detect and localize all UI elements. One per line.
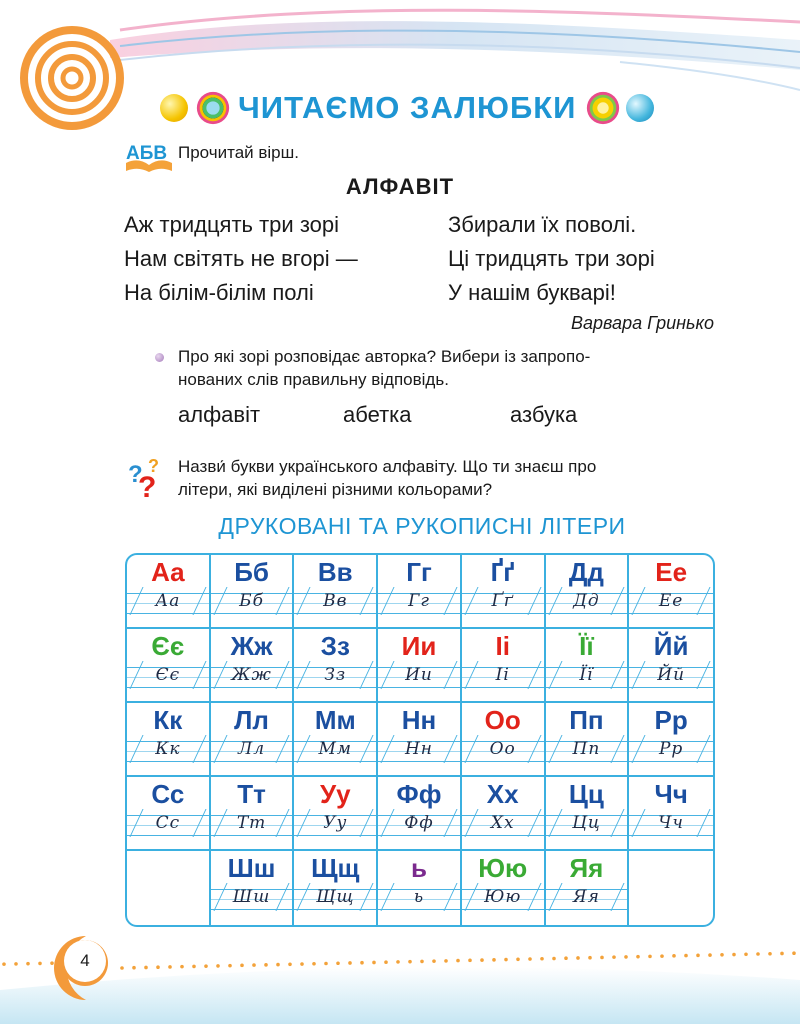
script-letter: Оо — [489, 739, 516, 759]
footer-dot — [780, 952, 784, 956]
flower-icon — [584, 89, 622, 127]
script-letter: Тт — [236, 813, 267, 833]
alphabet-cell — [294, 851, 378, 925]
alphabet-cell — [294, 629, 378, 703]
printed-letter: Нн — [401, 705, 437, 735]
printed-letter: Ии — [401, 631, 437, 661]
alphabet-cell — [127, 555, 211, 629]
poem-line: На білім-білім полі — [124, 280, 314, 305]
abv-book-icon — [124, 137, 174, 173]
script-letter: Ґґ — [491, 591, 514, 611]
poem-right-column — [448, 208, 655, 310]
footer-dot — [26, 962, 30, 966]
script-letter: ь — [413, 887, 425, 907]
writing-guide-line — [378, 835, 460, 837]
script-letter: Єє — [155, 665, 181, 685]
writing-guide-line — [294, 835, 376, 837]
poem-line: Нам світять не вгорі — — [124, 246, 358, 271]
footer-dot — [624, 955, 628, 959]
script-letter: Мм — [318, 739, 353, 759]
printed-letter: Рр — [654, 705, 688, 735]
footer-dot — [348, 961, 352, 965]
script-letter: Нн — [404, 739, 433, 759]
answer-option: алфавіт — [178, 402, 261, 427]
answer-option: азбука — [510, 402, 578, 427]
alphabet-cell — [546, 629, 630, 703]
writing-guide-line — [462, 909, 544, 911]
footer-dot — [300, 962, 304, 966]
script-letter: Іі — [495, 665, 510, 685]
footer-dot — [552, 957, 556, 961]
printed-letter: Оо — [484, 705, 521, 735]
writing-guide-line — [294, 613, 376, 615]
printed-letter: Її — [579, 631, 594, 661]
footer-dot — [168, 965, 172, 969]
footer-dot — [132, 966, 136, 970]
footer-dot — [540, 957, 544, 961]
script-letter: Лл — [238, 739, 266, 759]
footer-dot — [384, 960, 388, 964]
footer-dot — [612, 955, 616, 959]
alphabet-cell — [378, 777, 462, 851]
footer-dot — [756, 952, 760, 956]
spiral-decoration — [24, 30, 120, 126]
footer-dot — [14, 962, 18, 966]
abv-letters: АБВ — [126, 143, 168, 164]
footer-dot — [432, 959, 436, 963]
printed-letter: Ґґ — [490, 557, 515, 587]
footer-dot — [720, 953, 724, 957]
footer-dot — [192, 965, 196, 969]
writing-guide-line — [546, 909, 628, 911]
script-letter: Щщ — [316, 887, 355, 907]
footer-dot — [636, 955, 640, 959]
writing-guide-line — [127, 613, 209, 615]
script-letter: Зз — [324, 665, 347, 685]
writing-guide-line — [462, 687, 544, 689]
poem-line: Аж тридцять три зорі — [124, 212, 340, 237]
footer-dot — [120, 966, 124, 970]
printed-letter: Іі — [495, 631, 510, 661]
writing-guide-line — [294, 687, 376, 689]
writing-guide-line — [462, 835, 544, 837]
alphabet-cell — [127, 629, 211, 703]
script-letter: Уу — [323, 813, 348, 833]
printed-letter: Бб — [234, 557, 269, 587]
alphabet-cell — [378, 629, 462, 703]
question-2-line: літери, які виділені різними кольорами? — [178, 480, 493, 499]
footer-dot — [588, 956, 592, 960]
script-letter: Бб — [239, 591, 264, 611]
poem-line: Ці тридцять три зорі — [448, 246, 655, 271]
printed-letter: Аа — [151, 557, 185, 587]
svg-text:?: ? — [148, 456, 159, 476]
footer-dot — [528, 957, 532, 961]
footer-dot — [312, 962, 316, 966]
alphabet-cell — [462, 629, 546, 703]
flower-icon — [194, 89, 232, 127]
writing-guide-line — [629, 613, 713, 615]
footer-dot — [252, 963, 256, 967]
printed-letter: Дд — [568, 557, 604, 587]
footer-dot — [336, 961, 340, 965]
writing-guide-line — [629, 761, 713, 763]
printed-letter: Сс — [151, 779, 185, 809]
writing-guide-line — [378, 909, 460, 911]
alphabet-cell — [462, 555, 546, 629]
script-letter: Її — [579, 665, 594, 685]
printed-letter: Кк — [153, 705, 183, 735]
printed-letter: Цц — [568, 779, 604, 809]
printed-letter: Фф — [396, 779, 442, 809]
svg-text:?: ? — [138, 471, 157, 498]
bullet-icon — [155, 353, 164, 362]
footer-dot — [600, 956, 604, 960]
printed-letter: Вв — [317, 557, 353, 587]
printed-letter: Гг — [406, 557, 432, 587]
footer-dot — [732, 953, 736, 957]
writing-guide-line — [462, 761, 544, 763]
script-letter: Юю — [484, 887, 522, 907]
alphabet-cell — [211, 851, 295, 925]
alphabet-cell — [546, 851, 630, 925]
script-letter: Аа — [155, 591, 181, 611]
script-letter: Рр — [658, 739, 684, 759]
alphabet-cell — [378, 851, 462, 925]
script-letter: Яя — [572, 887, 600, 907]
printed-letter: ь — [411, 853, 427, 883]
poem-left-column — [124, 208, 358, 310]
alphabet-cell — [629, 703, 713, 777]
alphabet-cell — [211, 555, 295, 629]
script-letter: Жж — [231, 665, 272, 685]
footer-dot — [156, 965, 160, 969]
footer-dot — [276, 963, 280, 967]
alphabet-cell — [546, 703, 630, 777]
footer-dot — [660, 954, 664, 958]
printed-letter: Зз — [320, 631, 350, 661]
script-letter: Шш — [232, 887, 271, 907]
question-2-line: Назви́ букви українського алфавіту. Що ти знаєш про — [178, 457, 597, 476]
writing-guide-line — [211, 835, 293, 837]
footer-dot — [204, 964, 208, 968]
poem-line: У нашім букварі! — [448, 280, 616, 305]
script-letter: Ее — [658, 591, 684, 611]
footer-dot — [372, 961, 376, 965]
question-1-line: Про які зорі розповідає авторка? Вибери із запропо- — [178, 347, 591, 366]
top-decoration — [0, 0, 800, 160]
printed-letter: Ее — [655, 557, 688, 587]
footer-dot — [264, 963, 268, 967]
question-1-line: нованих слів правильну відповідь. — [178, 370, 449, 389]
alphabet-cell — [211, 703, 295, 777]
script-letter: Кк — [155, 739, 181, 759]
alphabet-cell — [546, 555, 630, 629]
alphabet-cell — [629, 629, 713, 703]
section-header — [160, 86, 654, 130]
script-letter: Пп — [572, 739, 601, 759]
sun-ball-icon — [160, 94, 188, 122]
alphabet-cell — [629, 777, 713, 851]
printed-letter: Юю — [478, 853, 528, 883]
printed-letter: Яя — [569, 853, 604, 883]
writing-guide-line — [546, 687, 628, 689]
writing-guide-line — [629, 835, 713, 837]
alphabet-cell — [294, 555, 378, 629]
writing-guide-line — [629, 687, 713, 689]
script-letter: Йй — [657, 665, 686, 685]
poem-author: Варвара Гринько — [571, 313, 714, 333]
alphabet-cell — [127, 777, 211, 851]
writing-guide-line — [211, 613, 293, 615]
writing-guide-line — [546, 761, 628, 763]
poem-title: АЛФАВІТ — [345, 174, 455, 199]
writing-guide-line — [546, 835, 628, 837]
writing-guide-line — [127, 687, 209, 689]
alphabet-cell — [378, 703, 462, 777]
footer-dot — [50, 961, 54, 965]
footer-dot — [2, 962, 6, 966]
printed-letter: Тт — [237, 779, 266, 809]
footer-dot — [672, 954, 676, 958]
script-letter: Сс — [155, 813, 181, 833]
footer-dot — [228, 964, 232, 968]
footer-dot — [492, 958, 496, 962]
writing-guide-line — [378, 613, 460, 615]
alphabet-cell — [462, 703, 546, 777]
footer-dot — [408, 960, 412, 964]
writing-guide-line — [211, 909, 293, 911]
alphabet-cell — [294, 703, 378, 777]
writing-guide-line — [127, 835, 209, 837]
script-letter: Гг — [408, 591, 430, 611]
footer-dot — [444, 959, 448, 963]
footer-dot — [360, 961, 364, 965]
alphabet-title: ДРУКОВАНІ ТА РУКОПИСНІ ЛІТЕРИ — [218, 513, 626, 539]
footer-dot — [576, 956, 580, 960]
printed-letter: Шш — [227, 853, 276, 883]
footer-dot — [564, 956, 568, 960]
alphabet-cell — [378, 555, 462, 629]
printed-letter: Щщ — [311, 853, 360, 883]
script-letter: Вв — [323, 591, 348, 611]
question-marks-icon — [128, 456, 168, 498]
alphabet-cell — [211, 629, 295, 703]
alphabet-cell — [294, 777, 378, 851]
footer-dot — [768, 952, 772, 956]
answer-option: абетка — [343, 402, 412, 427]
writing-guide-line — [211, 687, 293, 689]
svg-text:?: ? — [128, 461, 143, 488]
blue-ball-icon — [626, 94, 654, 122]
writing-guide-line — [211, 761, 293, 763]
script-letter: Ии — [405, 665, 433, 685]
alphabet-cell — [462, 777, 546, 851]
footer-dot — [684, 954, 688, 958]
writing-guide-line — [127, 761, 209, 763]
printed-letter: Хх — [486, 779, 519, 809]
footer-dot — [240, 964, 244, 968]
footer-dot — [420, 960, 424, 964]
footer-dot — [468, 959, 472, 963]
writing-guide-line — [546, 613, 628, 615]
alphabet-table — [125, 553, 715, 927]
printed-letter: Пп — [569, 705, 604, 735]
writing-guide-line — [294, 761, 376, 763]
script-letter: Цц — [572, 813, 601, 833]
footer-dot — [288, 963, 292, 967]
poem-line: Збирали їх поволі. — [448, 212, 637, 237]
question-1 — [178, 345, 718, 391]
writing-guide-line — [378, 687, 460, 689]
footer-dot — [708, 953, 712, 957]
alphabet-cell — [211, 777, 295, 851]
printed-letter: Чч — [654, 779, 688, 809]
footer-dot — [696, 954, 700, 958]
printed-letter: Лл — [234, 705, 269, 735]
writing-guide-line — [294, 909, 376, 911]
footer-dot — [504, 958, 508, 962]
alphabet-cell — [629, 555, 713, 629]
page-number: 4 — [64, 940, 106, 982]
script-letter: Хх — [490, 813, 515, 833]
question-2 — [178, 455, 718, 501]
footer-dot — [456, 959, 460, 963]
printed-letter: Жж — [230, 631, 273, 661]
footer-dot — [324, 962, 328, 966]
footer-dot — [38, 962, 42, 966]
footer-dot — [792, 951, 796, 955]
printed-letter: Єє — [151, 631, 185, 661]
alphabet-cell — [462, 851, 546, 925]
footer-dot — [144, 966, 148, 970]
section-title: ЧИТАЄМО ЗАЛЮБКИ — [238, 90, 577, 125]
printed-letter: Уу — [319, 779, 351, 809]
footer-dot — [180, 965, 184, 969]
alphabet-cell-empty — [127, 851, 211, 925]
alphabet-cell-empty — [629, 851, 713, 925]
footer-decoration — [0, 930, 800, 1024]
alphabet-cell — [546, 777, 630, 851]
writing-guide-line — [378, 761, 460, 763]
printed-letter: Йй — [653, 631, 689, 661]
printed-letter: Мм — [314, 705, 356, 735]
script-letter: Дд — [573, 591, 600, 611]
footer-dot — [396, 960, 400, 964]
writing-guide-line — [462, 613, 544, 615]
footer-dot — [216, 964, 220, 968]
script-letter: Чч — [658, 813, 684, 833]
alphabet-cell — [127, 703, 211, 777]
footer-dot — [744, 952, 748, 956]
footer-dot — [480, 958, 484, 962]
footer-dot — [516, 957, 520, 961]
footer-dot — [648, 955, 652, 959]
task-read-text: Прочитай вірш. — [178, 143, 300, 162]
script-letter: Фф — [404, 813, 434, 833]
